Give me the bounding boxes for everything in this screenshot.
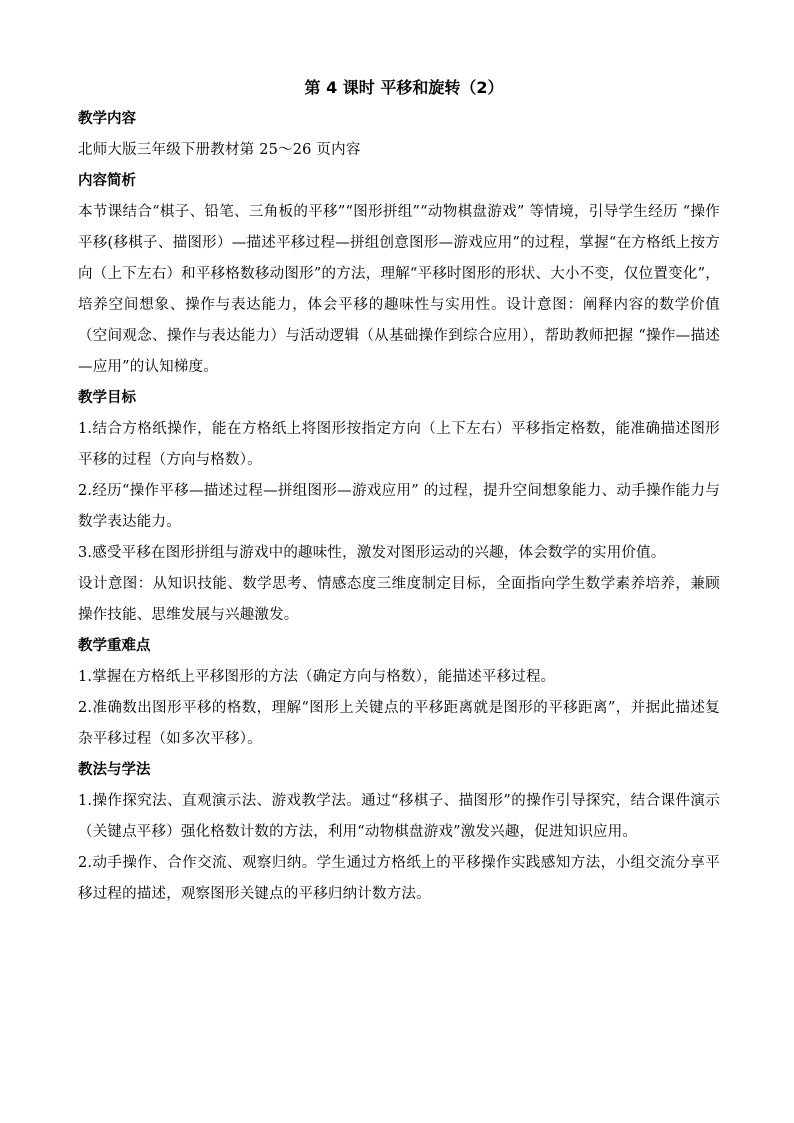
paragraph: 1.结合方格纸操作，能在方格纸上将图形按指定方向（上下左右）平移指定格数，能准确描述图形平移的过程（方向与格数）。 (78, 421, 720, 468)
section-heading: 教学重难点 (78, 638, 151, 654)
paragraph: 2.准确数出图形平移的格数，理解“图形上关键点的平移距离就是图形的平移距离”，并据此描述复杂平移过程（如多次平移）。 (78, 700, 720, 747)
document-page (78, 72, 720, 910)
paragraph: 北师大版三年级下册教材第 25～26 页内容 (78, 142, 361, 158)
section-teaching-content (78, 104, 720, 166)
paragraph: 1.操作探究法、直观演示法、游戏教学法。通过“移棋子、描图形”的操作引导探究，结合课件演示（关键点平移）强化格数计数的方法，利用“动物棋盘游戏”激发兴趣，促进知识应用。 (78, 793, 721, 840)
section-teaching-goals (78, 383, 720, 631)
paragraph: 本节课结合“棋子、铅笔、三角板的平移”“图形拼组”“动物棋盘游戏” 等情境，引导学生经历 “操作平移(移棋子、描图形）—描述平移过程—拼组创意图形—游戏应用”的过程，掌握“在方格纸上按方向（上下左右）和平移格数移动图形”的方法，理解“平移时图形的形状、大小不变，仅位置变化”，培养空间想象、操作与表达能力，体会平移的趣味性与实用性。设计意图：阐释内容的数学价值（空间观念、操作与表达能力）与活动逻辑（从基础操作到综合应用），帮助教师把握 “操作—描述—应用”的认知梯度。 (78, 204, 720, 375)
paragraph: 2.动手操作、合作交流、观察归纳。学生通过方格纸上的平移操作实践感知方法，小组交流分享平移过程的描述，观察图形关键点的平移归纳计数方法。 (78, 855, 720, 902)
section-heading: 教学内容 (78, 111, 136, 127)
section-heading: 教法与学法 (78, 762, 151, 778)
paragraph: 1.掌握在方格纸上平移图形的方法（确定方向与格数），能描述平移过程。 (78, 669, 556, 685)
paragraph: 3.感受平移在图形拼组与游戏中的趣味性，激发对图形运动的兴趣，体会数学的实用价值。 (78, 545, 666, 561)
section-key-difficulties (78, 631, 720, 755)
section-heading: 内容简析 (78, 173, 136, 189)
page-title: 第 4 课时 平移和旋转（2） (304, 78, 504, 97)
paragraph: 设计意图：从知识技能、数学思考、情感态度三维度制定目标，全面指向学生数学素养培养，兼顾操作技能、思维发展与兴趣激发。 (78, 576, 720, 623)
section-heading: 教学目标 (78, 390, 136, 406)
section-content-analysis (78, 166, 720, 383)
section-methods (78, 755, 720, 910)
paragraph: 2.经历“操作平移—描述过程—拼组图形—游戏应用” 的过程，提升空间想象能力、动手操作能力与数学表达能力。 (78, 483, 720, 530)
